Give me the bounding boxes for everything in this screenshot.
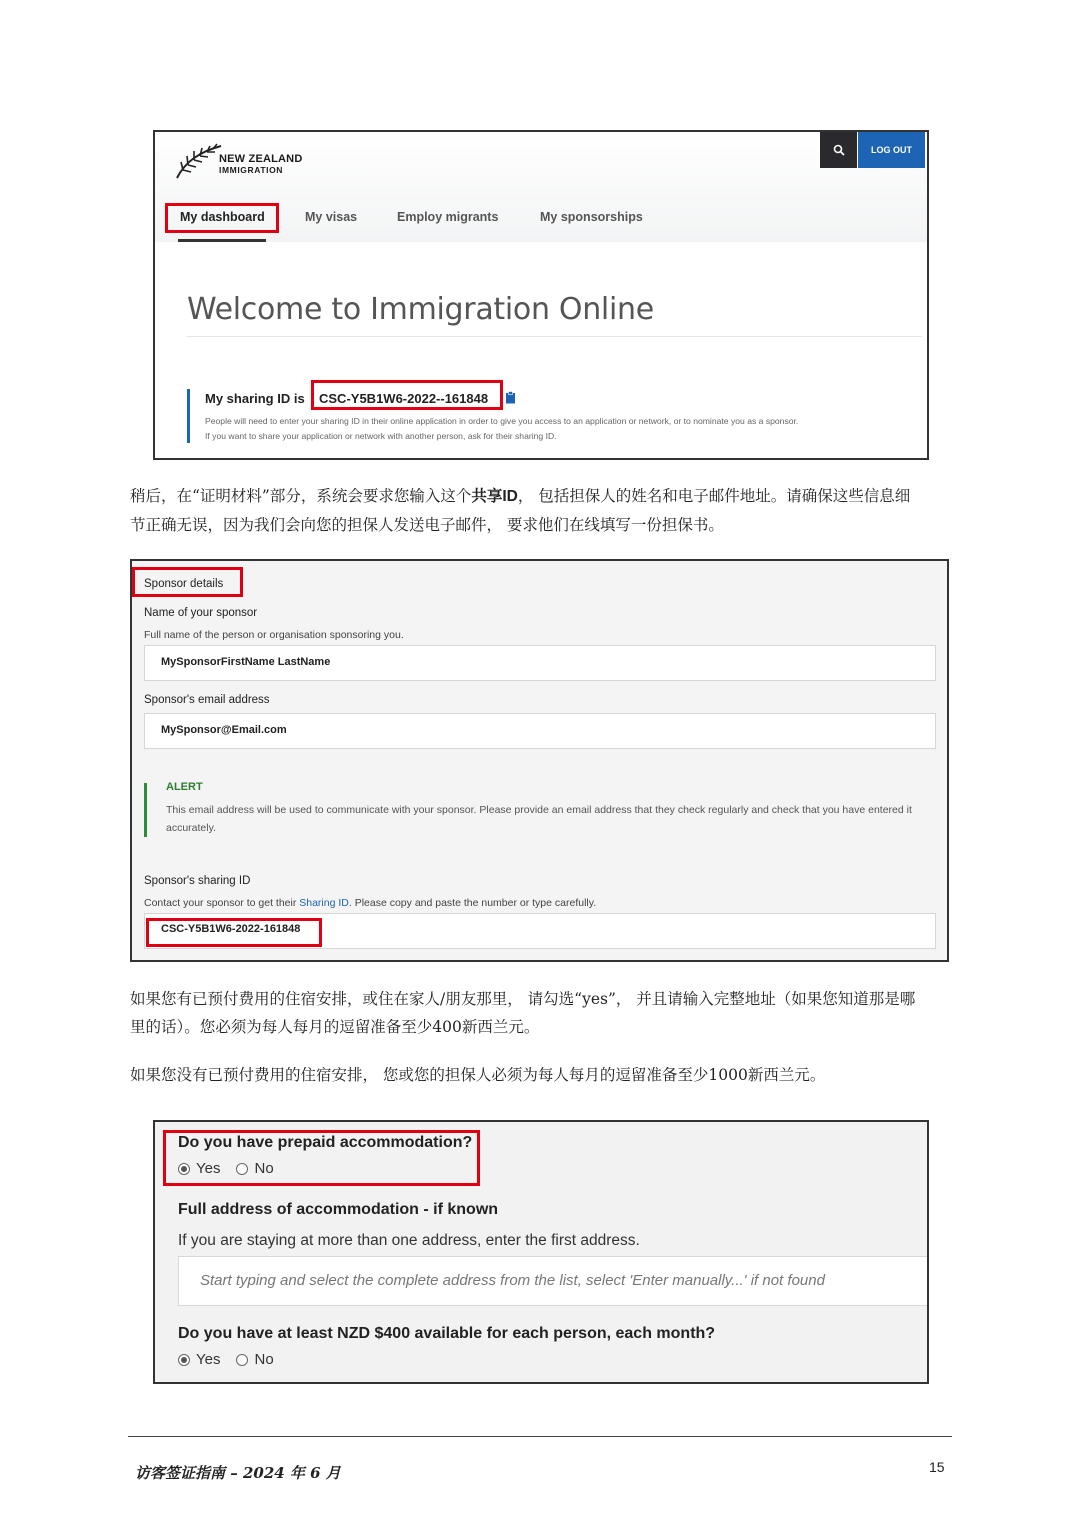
paragraph-sharing-id <box>130 482 910 539</box>
funds-question: Do you have at least NZD $400 available for each person, each month? <box>178 1325 716 1342</box>
tab-my-sponsorships[interactable]: My sponsorships <box>540 210 643 224</box>
alert-title: ALERT <box>166 781 203 793</box>
highlight-sharing-id-input <box>146 918 322 947</box>
info-accent-bar <box>187 389 190 443</box>
sponsor-email-label: Sponsor's email address <box>144 694 270 706</box>
hint-text: Contact your sponsor to get their <box>144 897 300 909</box>
alert-text: This email address will be used to communicate with your sponsor. Please provide an email address that they check regularly and check that you have entered it accurately. <box>166 804 912 834</box>
sponsor-name-label: Name of your sponsor <box>144 607 258 619</box>
alert-accent-bar <box>144 783 147 837</box>
address-input[interactable]: Start typing and select the complete address from the list, select 'Enter manually...' if not found <box>178 1256 929 1306</box>
section-title: Sponsor details <box>144 578 224 590</box>
tab-my-visas[interactable]: My visas <box>305 210 358 224</box>
help-line-2: If you want to share your application or network with another person, ask for their sharing ID. <box>205 431 557 441</box>
fern-logo-icon <box>175 142 225 182</box>
prepaid-question: Do you have prepaid accommodation? <box>178 1134 473 1151</box>
sharing-id-help <box>205 414 798 444</box>
divider <box>187 336 922 337</box>
paragraph-no-prepaid <box>130 1061 825 1089</box>
paragraph-line-2: 节正确无误，因为我们会向您的担保人发送电子邮件， 要求他们在线填写一份担保书。 <box>130 516 724 534</box>
paragraph-line-1 <box>130 482 910 511</box>
funds-radio-group <box>178 1351 290 1368</box>
sponsor-email-input[interactable]: MySponsor@Email.com <box>144 713 936 749</box>
highlight-sharing-id <box>311 380 503 410</box>
footer-title: 访客签证指南 – 2024 年 6 月 <box>135 1464 341 1482</box>
search-icon <box>833 144 845 156</box>
address-description: If you are staying at more than one address, enter the first address. <box>178 1232 640 1249</box>
footer-divider <box>128 1436 952 1437</box>
highlight-dashboard-tab <box>165 203 279 233</box>
page-title: Welcome to Immigration Online <box>187 292 654 327</box>
page-number: 15 <box>929 1459 945 1475</box>
logo-line-1: NEW ZEALAND <box>219 153 303 165</box>
help-line-1: People will need to enter your sharing ID in their online application in order to give you access to an application or network, or to nominate you as a sponsor. <box>205 416 799 426</box>
sponsor-name-hint: Full name of the person or organisation sponsoring you. <box>144 629 404 641</box>
radio-label-yes: Yes <box>196 1160 221 1177</box>
radio-label-yes: Yes <box>196 1351 221 1368</box>
bold-term: 共享ID <box>471 488 518 505</box>
text-segment: ， 包括担保人的姓名和电子邮件地址。请确保这些信息细 <box>517 487 911 505</box>
screenshot-dashboard <box>153 130 929 460</box>
paragraph-line-1: 如果您有已预付费用的住宿安排，或住在家人/朋友那里， 请勾选“yes”， 并且请输入完整地址（如果您知道那是哪 <box>130 990 916 1008</box>
brand-logo-text <box>219 154 302 176</box>
paragraph-prepaid <box>130 985 915 1041</box>
radio-label-no: No <box>254 1351 274 1368</box>
sponsor-name-input[interactable]: MySponsorFirstName LastName <box>144 645 936 681</box>
paragraph-line-1: 如果您没有已预付费用的住宿安排， 您或您的担保人必须为每人每月的逗留准备至少1000新西兰元。 <box>130 1066 826 1084</box>
screenshot-sponsor-details <box>130 559 949 962</box>
screenshot-accommodation <box>153 1120 929 1384</box>
tab-my-dashboard[interactable]: My dashboard <box>180 210 265 224</box>
search-button[interactable] <box>820 132 857 168</box>
radio-label-no: No <box>254 1160 274 1177</box>
sharing-id-link[interactable]: Sharing ID <box>299 897 349 909</box>
paragraph-line-2: 里的话）。您必须为每人每月的逗留准备至少400新西兰元。 <box>130 1018 540 1036</box>
funds-no-radio[interactable] <box>236 1354 248 1366</box>
sponsor-sharing-id-input[interactable]: CSC-Y5B1W6-2022-161848 <box>144 913 936 949</box>
sponsor-sharing-id-hint <box>144 897 596 909</box>
sharing-id-label: My sharing ID is <box>205 391 305 406</box>
logo-line-2: IMMIGRATION <box>219 165 284 175</box>
text-segment: 稍后，在“证明材料”部分，系统会要求您输入这个 <box>130 487 472 505</box>
tab-employ-migrants[interactable]: Employ migrants <box>397 210 499 224</box>
highlight-section-title <box>132 567 243 597</box>
copy-clipboard-icon[interactable] <box>505 391 516 404</box>
logout-button[interactable]: LOG OUT <box>858 132 925 168</box>
hint-text: . Please copy and paste the number or type carefully. <box>348 897 597 909</box>
address-title: Full address of accommodation - if known <box>178 1201 499 1218</box>
highlight-prepaid-question <box>163 1130 480 1186</box>
sponsor-sharing-id-label: Sponsor's sharing ID <box>144 875 251 887</box>
funds-yes-radio[interactable] <box>178 1354 190 1366</box>
sharing-id-value: CSC-Y5B1W6-2022--161848 <box>319 391 489 406</box>
active-tab-indicator <box>178 239 266 242</box>
